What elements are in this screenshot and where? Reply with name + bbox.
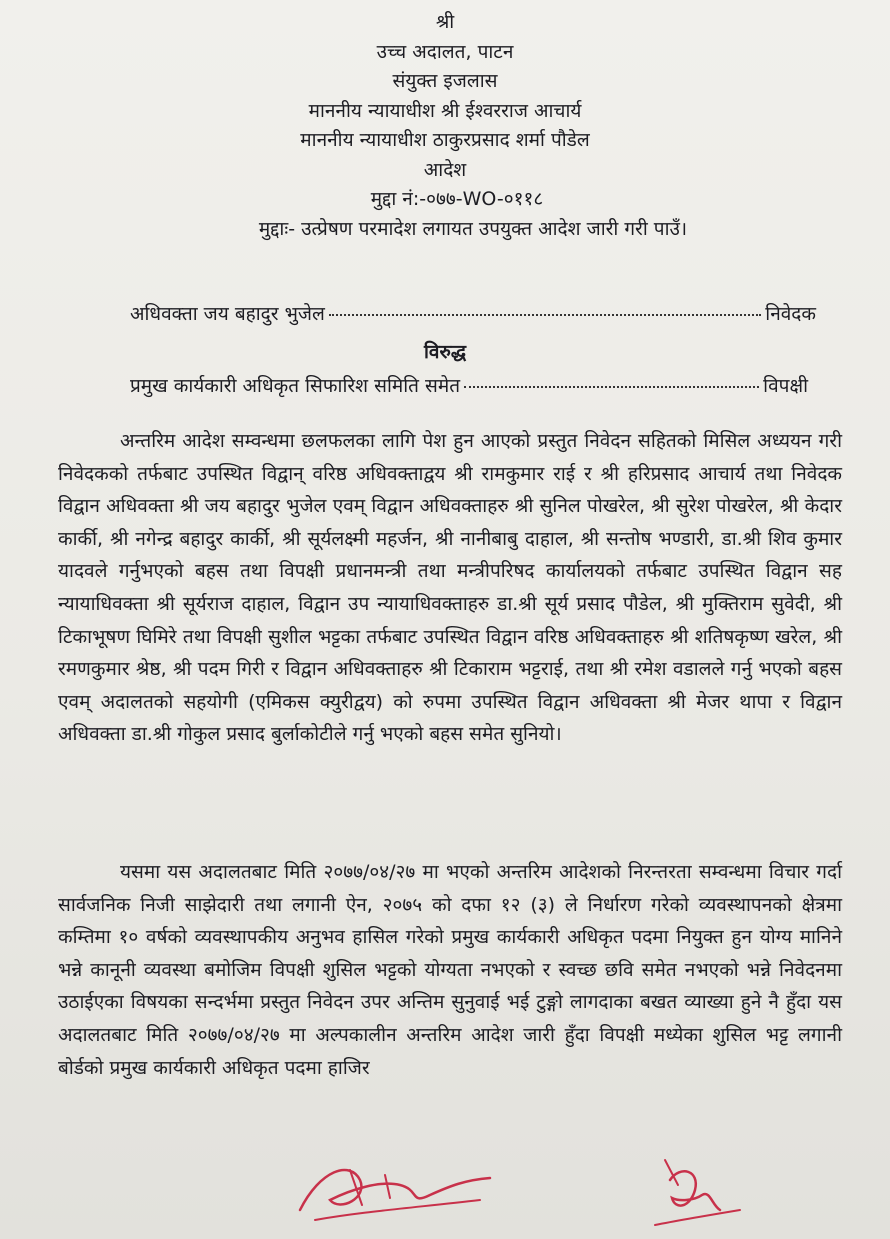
case-subject: मुद्दाः- उत्प्रेषण परमादेश लगायत उपयुक्त आदेश जारी गरी पाउँ।: [258, 217, 688, 240]
signature-right: [640, 1150, 750, 1239]
judge-2: माननीय न्यायाधीश ठाकुरप्रसाद शर्मा पौडेल: [300, 129, 590, 151]
petitioner-role: निवेदक: [765, 303, 816, 325]
dotted-leader: [329, 314, 761, 316]
document-header: [0, 8, 890, 244]
signature-left: [290, 1150, 500, 1230]
petitioner-line: [130, 300, 816, 326]
respondent-line: [130, 372, 808, 398]
case-number: मुद्दा नं:-०७७-WO-०११८: [370, 188, 544, 210]
honorific: श्री: [435, 11, 455, 33]
paragraph-hearing: अन्तरिम आदेश सम्वन्धमा छलफलका लागि पेश हुन आएको प्रस्तुत निवेदन सहितको मिसिल अध्ययन गरी निवेदकको तर्फबाट उपस्थित विद्वान् वरिष्ठ अधिवक्ताद्वय श्री रामकुमार राई र श्री हरिप्रसाद आचार्य तथा निवेदक विद्वान अधिवक्ता श्री जय बहादुर भुजेल एवम् विद्वान अधिवक्ताहरु श्री सुनिल पोखरेल, श्री सुरेश पोखरेल, श्री केदार कार्की, श्री नगेन्द्र बहादुर कार्की, श्री सूर्यलक्ष्मी महर्जन, श्री नानीबाबु दाहाल, श्री सन्तोष भण्डारी, डा.श्री शिव कुमार यादवले गर्नुभएको बहस तथा विपक्षी प्रधानमन्त्री तथा मन्त्रीपरिषद कार्यालयको तर्फबाट उपस्थित विद्वान सह न्यायाधिवक्ता श्री सूर्यराज दाहाल, विद्वान उप न्यायाधिवक्ताहरु डा.श्री सूर्य प्रसाद पौडेल, श्री मुक्तिराम सुवेदी, श्री टिकाभूषण घिमिरे तथा विपक्षी सुशील भट्टका तर्फबाट उपस्थित विद्वान वरिष्ठ अधिवक्ताहरु श्री शतिषकृष्ण खरेल, श्री रमणकुमार श्रेष्ठ, श्री पदम गिरी र विद्वान अधिवक्ताहरु श्री टिकाराम भट्टराई, तथा श्री रमेश वडालले गर्नु भएको बहस एवम् अदालतको सहयोगी (एमिकस क्युरीद्वय) को रुपमा उपस्थित विद्वान अधिवक्ता श्री मेजर थापा र विद्वान अधिवक्ता डा.श्री गोकुल प्रसाद बुर्लाकोटीले गर्नु भएको बहस समेत सुनियो।: [58, 430, 842, 746]
court-name: उच्च अदालत, पाटन: [376, 40, 514, 63]
dotted-leader: [464, 386, 759, 388]
order-title: आदेश: [423, 158, 467, 181]
bench-type: संयुक्त इजलास: [392, 70, 498, 92]
respondent-name: प्रमुख कार्यकारी अधिकृत सिफारिश समिति समेत: [130, 375, 461, 397]
versus-label: विरुद्ध: [423, 341, 467, 363]
judge-1: माननीय न्यायाधीश श्री ईश्वरराज आचार्य: [308, 99, 582, 122]
respondent-role: विपक्षी: [763, 375, 808, 397]
paragraph-order: यसमा यस अदालतबाट मिति २०७७/०४/२७ मा भएको अन्तरिम आदेशको निरन्तरता सम्वन्धमा विचार गर्दा सार्वजनिक निजी साझेदारी तथा लगानी ऐन, २०७५ को दफा १२ (३) ले निर्धारण गरेको व्यवस्थापनको क्षेत्रमा कम्तिमा १० वर्षको व्यवस्थापकीय अनुभव हासिल गरेको प्रमुख कार्यकारी अधिकृत पदमा नियुक्त हुन योग्य मानिने भन्ने कानूनी व्यवस्था बमोजिम विपक्षी शुसिल भट्टको योग्यता नभएको र स्वच्छ छवि समेत नभएको भन्ने निवेदनमा उठाईएका विषयका सन्दर्भमा प्रस्तुत निवेदन उपर अन्तिम सुनुवाई भई टुङ्गो लागदाका बखत व्याख्या हुने नै हुँदा यस अदालतबाट मिति २०७७/०४/२७ मा अल्पकालीन अन्तरिम आदेश जारी हुँदा विपक्षी मध्येका शुसिल भट्ट लगानी बोर्डको प्रमुख कार्यकारी अधिकृत पदमा हाजिर: [58, 861, 842, 1079]
petitioner-name: अधिवक्ता जय बहादुर भुजेल: [130, 303, 325, 325]
